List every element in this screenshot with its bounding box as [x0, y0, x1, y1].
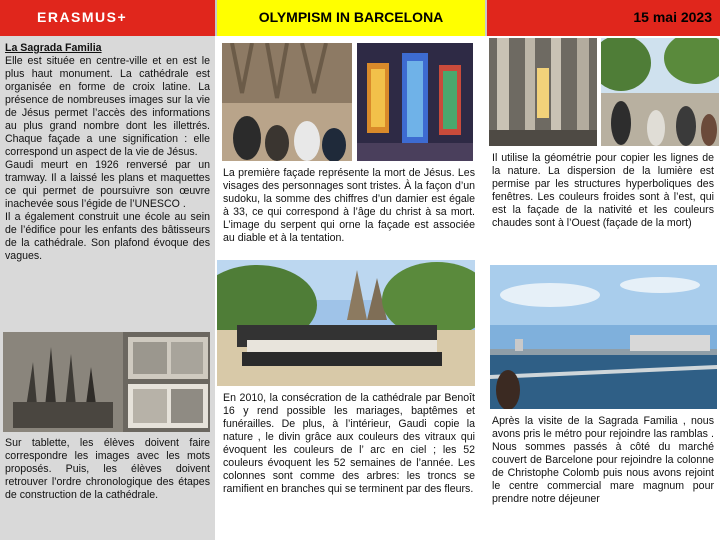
photo-sagrada-models — [3, 332, 210, 432]
col2-paragraph-2: En 2010, la consécration de la cathédrale par Benoît 16 y rend possible les mariages, baptêmes et funérailles. De plus, à l’intérieur, Gaudi copie la nature , le divin grâce aux couleurs des vitraux qui évoquent les couleurs de l’ arc en ciel ; les 52 couleurs évoquent les 52 semaines de l’année. Les colonnes sont comme des arbres: les troncs se ramifient en branches qui se terminent par des fleurs. — [223, 392, 475, 495]
header-date-bar — [487, 0, 720, 36]
col2-text-bottom — [223, 392, 475, 496]
col3-paragraph-1: Il utilise la géométrie pour copier les lignes de la nature. La dispersion de la lumière est permise par les structures hyperboliques des fenêtres. Les couleurs froides sont à l’est, qui est la façade de la nativité et les couleurs chaudes sont à l’Ouest (façade de la mort) — [492, 152, 714, 229]
col2-text-top — [223, 167, 475, 245]
page-title: OLYMPISM IN BARCELONA — [258, 9, 444, 25]
photo-interior-columns — [489, 38, 597, 146]
col1-paragraph-1: Elle est située en centre-ville et en est le plus haut monument. La cathédrale est organisée en forme de croix latine. La présence de nombreuses images sur la vie de Jésus permet l’accès des informations au plus grand nombre dont les illettrés. Chaque façade a une signification : elle correspond un aspect de la vie de Jésus. — [5, 55, 210, 158]
header-title-bar — [215, 0, 487, 36]
erasmus-logo: ERASMUS+ — [37, 9, 128, 25]
article-heading: La Sagrada Familia — [5, 42, 102, 54]
col1-paragraph-2: Gaudi meurt en 1926 renversé par un tramway. Il a laissé les plans et maquettes ce qui permet de poursuivre son œuvre inachevée sous l’égide de l’UNESCO . — [5, 159, 210, 210]
col3-text-top — [492, 152, 714, 230]
page-date: 15 mai 2023 — [633, 9, 712, 25]
photo-stained-glass — [357, 43, 473, 161]
photo-group — [217, 260, 475, 386]
col1-paragraph-4: Sur tablette, les élèves doivent faire correspondre les images avec les mots proposés. Puis, les élèves doivent retrouver l’ordre chronologique des étapes de construction de la cathédrale. — [5, 437, 210, 501]
header-logo-bar — [0, 0, 215, 36]
photo-port-vell — [490, 265, 717, 409]
photo-ramblas-street — [601, 38, 719, 146]
photo-facade-visitors — [222, 43, 352, 161]
col3-text-bottom — [492, 415, 714, 506]
col1-text-top — [5, 42, 210, 263]
col1-text-bottom — [5, 437, 210, 502]
col1-paragraph-3: Il a également construit une école au sein de l’édifice pour les enfants des bâtisseurs de la cathédrale. Son plafond évoque des vagues. — [5, 211, 210, 262]
col3-paragraph-2: Après la visite de la Sagrada Familia , nous avons pris le métro pour rejoindre las ramblas . Nous sommes passés à côté du marché couvert de Barcelone pour rejoindre la colonne de Christophe Colomb puis nous avons rejoint le centre commercial mare magnum pour prendre notre déjeuner — [492, 415, 714, 505]
col2-paragraph-1: La première façade représente la mort de Jésus. Les visages des personnages sont tristes. À la façon d’un sudoku, la somme des chiffres d’un damier est égale à 33, ce qui correspond à l’âge du christ à sa mort. L’image du serpent qui orne la façade est associée au diable et à la tentation. — [223, 167, 475, 244]
